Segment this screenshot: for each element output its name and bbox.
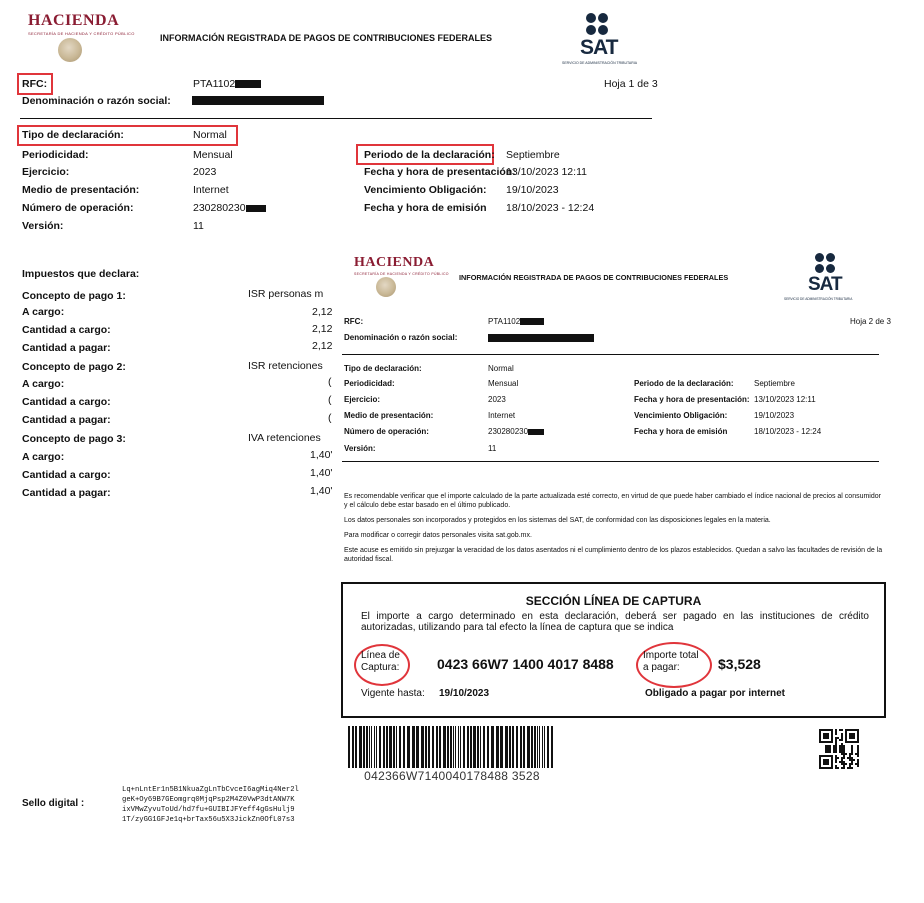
periodicidad-value: Mensual [193, 149, 233, 161]
document-page-2 [338, 246, 924, 806]
concepto-name: IVA retenciones [248, 432, 321, 444]
captura-intro: El importe a cargo determinado en esta declaración, deberá ser pagado en las instituciones de crédito autorizadas, utilizando para tal efecto la línea de captura que se indica [361, 611, 869, 633]
redaction-bar [520, 318, 544, 325]
periodo-value: Septiembre [754, 379, 795, 388]
razon-social-label: Denominación o razón social: [344, 333, 458, 342]
cantidad-pagar-value: 2,12 [312, 340, 333, 352]
fecha-emision-value: 18/10/2023 - 12:24 [754, 427, 822, 436]
fecha-emision-label: Fecha y hora de emisión [364, 202, 487, 214]
note-paragraph: Este acuse es emitido sin prejuzgar la veracidad de los datos asentados ni el cumplimiento dentro de los plazos establecidos. Quedan a salvo las facultades de revisión de la autoridad fiscal. [344, 547, 883, 563]
a-cargo-label: A cargo: [22, 451, 65, 463]
linea-captura-value: 0423 66W7 1400 4017 8488 [437, 656, 614, 672]
cantidad-cargo-label: Cantidad a cargo: [22, 396, 111, 408]
concepto-label: Concepto de pago 2: [22, 361, 126, 373]
fecha-presentacion-label: Fecha y hora de presentación: [634, 395, 750, 404]
note-paragraph: Es recomendable verificar que el importe calculado de la parte actualizada esté correcto, en virtud de que puede haber cambiado el índice nacional de precios al consumidor y el cálculo debe estar basado en el último publicado. [344, 493, 881, 509]
vencimiento-value: 19/10/2023 [754, 411, 795, 420]
cantidad-pagar-label: Cantidad a pagar: [22, 414, 111, 426]
fecha-emision-value: 18/10/2023 - 12:24 [506, 202, 595, 214]
cantidad-cargo-label: Cantidad a cargo: [22, 469, 111, 481]
numero-operacion-value: 230280230 [193, 202, 266, 214]
national-seal-icon [58, 38, 82, 62]
page-number: Hoja 1 de 3 [604, 78, 658, 90]
razon-social-redaction [192, 96, 324, 105]
captura-title: SECCIÓN LÍNEA DE CAPTURA [525, 594, 702, 608]
vigente-label: Vigente hasta: [361, 688, 425, 699]
periodo-label: Periodo de la declaración: [364, 149, 495, 161]
hacienda-logo-text: HACIENDA [354, 255, 435, 270]
fecha-presentacion-value: 13/10/2023 12:11 [506, 166, 587, 178]
concepto-label: Concepto de pago 1: [22, 290, 126, 302]
tipo-declaracion-value: Normal [193, 129, 227, 141]
concepto-label: Concepto de pago 3: [22, 433, 126, 445]
version-value: 11 [488, 444, 497, 453]
fecha-presentacion-value: 13/10/2023 12:11 [754, 395, 816, 404]
cantidad-cargo-value: ( [328, 394, 332, 406]
cantidad-cargo-label: Cantidad a cargo: [22, 324, 111, 336]
cantidad-pagar-label: Cantidad a pagar: [22, 487, 111, 499]
version-label: Versión: [22, 220, 64, 232]
periodicidad-label: Periodicidad: [344, 379, 395, 388]
redaction-bar [246, 205, 266, 212]
a-cargo-value: 2,12 [312, 306, 333, 318]
note-paragraph: Para modificar o corregir datos personales visita sat.gob.mx. [344, 532, 532, 539]
sat-logo: SAT SERVICIO DE ADMINISTRACIÓN TRIBUTARIA [788, 252, 868, 307]
barcode-text: 042366W7140040178488 3528 [364, 769, 540, 783]
note-paragraph: Los datos personales son incorporados y protegidos en los sistemas del SAT, de conformidad con las disposiciones legales en la materia. [344, 517, 771, 524]
numero-operacion-label: Número de operación: [22, 202, 134, 214]
document-title: INFORMACIÓN REGISTRADA DE PAGOS DE CONTRIBUCIONES FEDERALES [459, 273, 729, 282]
impuestos-heading: Impuestos que declara: [22, 268, 140, 280]
redaction-bar [528, 429, 544, 435]
a-cargo-value: ( [328, 376, 332, 388]
concepto-name: ISR retenciones [248, 360, 323, 372]
document-title: INFORMACIÓN REGISTRADA DE PAGOS DE CONTRIBUCIONES FEDERALES [160, 33, 493, 43]
redaction-bar [235, 80, 261, 88]
vencimiento-label: Vencimiento Obligación: [634, 411, 728, 420]
tipo-declaracion-label: Tipo de declaración: [344, 364, 422, 373]
tipo-declaracion-value: Normal [488, 364, 514, 373]
periodo-value: Septiembre [506, 149, 560, 161]
a-cargo-value: 1,40' [310, 449, 333, 461]
sello-digital-text: Lq+nLntEr1n5B1NkuaZgLnTbCvceI6agMiq4Ner2l geK+Oy69B7GEomgrq0MjqPsp2M4Z0VwP3dtANW7K ixVMwZyvuToUd/hd7fu+GUIBIJFYeff4gGsHulj9 1T/zyGG1GFJe1q+brTax56u5X3JickZn0OfL07s3 [122, 786, 299, 824]
cantidad-pagar-value: ( [328, 412, 332, 424]
ejercicio-value: 2023 [193, 166, 217, 178]
sello-digital-label: Sello digital : [22, 798, 85, 809]
periodo-label: Periodo de la declaración: [634, 379, 734, 388]
a-cargo-label: A cargo: [22, 378, 65, 390]
vencimiento-label: Vencimiento Obligación: [364, 184, 487, 196]
page-number: Hoja 2 de 3 [850, 317, 891, 326]
version-label: Versión: [344, 444, 376, 453]
notes-block [344, 492, 884, 564]
cantidad-pagar-value: 1,40' [310, 485, 333, 497]
numero-operacion-label: Número de operación: [344, 427, 429, 436]
vencimiento-value: 19/10/2023 [506, 184, 559, 196]
divider [342, 354, 879, 355]
ejercicio-label: Ejercicio: [344, 395, 381, 404]
fecha-presentacion-label: Fecha y hora de presentación: [364, 166, 516, 178]
concepto-name: ISR personas m [248, 288, 324, 300]
importe-total-value: $3,528 [718, 656, 761, 672]
hacienda-logo-text: HACIENDA [28, 12, 120, 29]
rfc-value: PTA1102 [193, 78, 261, 90]
ejercicio-label: Ejercicio: [22, 166, 70, 178]
qr-code [819, 729, 859, 769]
medio-presentacion-label: Medio de presentación: [22, 184, 140, 196]
cantidad-pagar-label: Cantidad a pagar: [22, 342, 111, 354]
vigente-value: 19/10/2023 [439, 688, 490, 699]
linea-captura-section [341, 582, 886, 718]
barcode [348, 726, 556, 768]
fecha-emision-label: Fecha y hora de emisión [634, 427, 728, 436]
medio-presentacion-value: Internet [488, 411, 516, 420]
sat-logo: SAT SERVICIO DE ADMINISTRACIÓN TRIBUTARIA [578, 12, 658, 72]
medio-presentacion-value: Internet [193, 184, 229, 196]
razon-social-label: Denominación o razón social: [22, 95, 171, 107]
hacienda-logo-subtitle: SECRETARÍA DE HACIENDA Y CRÉDITO PÚBLICO [354, 272, 449, 276]
a-cargo-label: A cargo: [22, 306, 65, 318]
rfc-value: PTA1102 [488, 317, 544, 326]
periodicidad-label: Periodicidad: [22, 149, 89, 161]
linea-captura-label: Línea de Captura: [361, 650, 400, 673]
tipo-declaracion-label: Tipo de declaración: [22, 129, 124, 141]
rfc-label: RFC: [344, 317, 364, 326]
hacienda-logo-subtitle: SECRETARÍA DE HACIENDA Y CRÉDITO PÚBLICO [28, 31, 135, 36]
divider [342, 461, 879, 462]
rfc-label: RFC: [22, 78, 48, 90]
medio-presentacion-label: Medio de presentación: [344, 411, 434, 420]
ejercicio-value: 2023 [488, 395, 506, 404]
numero-operacion-value: 230280230 [488, 427, 544, 436]
divider [20, 118, 652, 119]
national-seal-icon [376, 277, 396, 297]
cantidad-cargo-value: 2,12 [312, 323, 333, 335]
importe-total-label: Importe total a pagar: [643, 650, 699, 673]
razon-social-redaction [488, 334, 594, 342]
version-value: 11 [193, 220, 204, 232]
obligado-pagar-text: Obligado a pagar por internet [645, 688, 786, 699]
periodicidad-value: Mensual [488, 379, 519, 388]
cantidad-cargo-value: 1,40' [310, 467, 333, 479]
